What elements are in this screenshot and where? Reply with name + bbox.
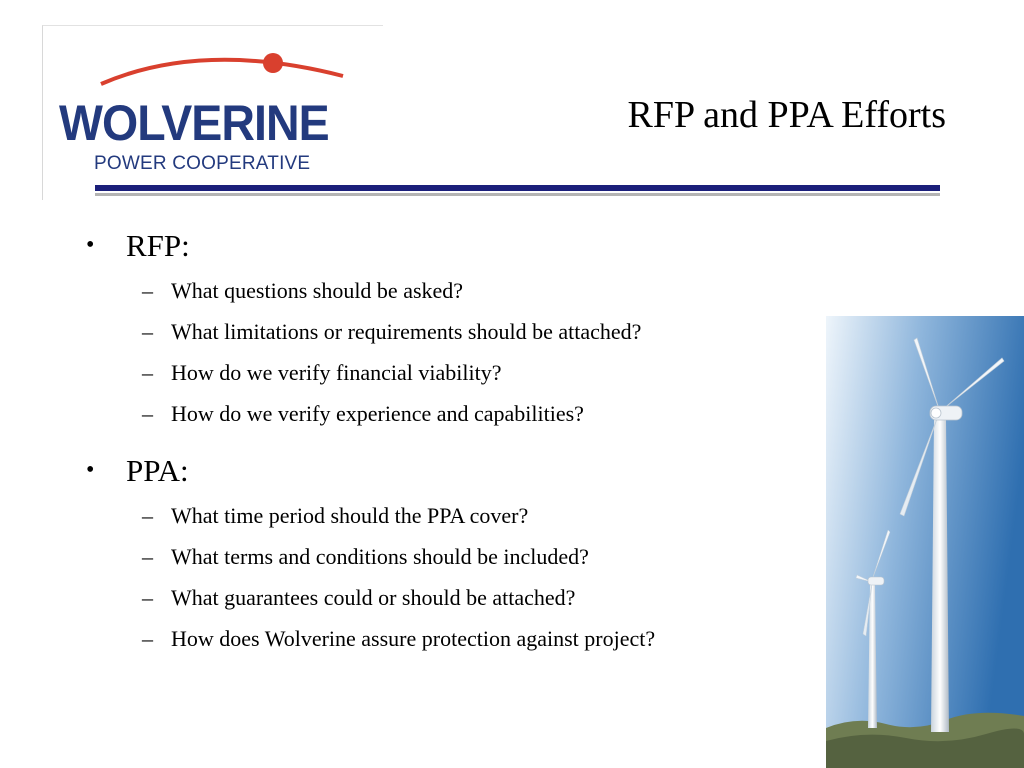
bullet-label: RFP: xyxy=(126,228,190,263)
wind-turbine-icon xyxy=(826,316,1024,768)
dash-icon: – xyxy=(142,319,153,344)
dash-icon: – xyxy=(142,401,153,426)
sub-bullet-text: How do we verify financial viability? xyxy=(171,360,502,385)
sub-bullet xyxy=(142,280,826,302)
sub-bullet-text: How do we verify experience and capabilities? xyxy=(171,401,584,426)
sub-bullet-text: What time period should the PPA cover? xyxy=(171,503,529,528)
title-rule-dark xyxy=(95,185,940,191)
slide-title: RFP and PPA Efforts xyxy=(627,94,946,136)
dash-icon: – xyxy=(142,360,153,385)
title-rule-light xyxy=(95,193,940,196)
logo-arc-icon xyxy=(93,34,363,94)
sub-bullet xyxy=(142,505,826,527)
wolverine-logo xyxy=(42,25,383,200)
sub-bullet xyxy=(142,403,826,425)
dash-icon: – xyxy=(142,626,153,651)
sub-bullet xyxy=(142,587,826,609)
sub-bullet-text: What guarantees could or should be attached? xyxy=(171,585,576,610)
slide-body xyxy=(86,222,826,650)
logo-tagline: POWER COOPERATIVE xyxy=(94,153,311,174)
bullet-dot-icon: • xyxy=(86,457,95,483)
sub-bullet-text: What limitations or requirements should be attached? xyxy=(171,319,642,344)
sub-bullet-text: How does Wolverine assure protection against project? xyxy=(171,626,656,651)
bullet-dot-icon: • xyxy=(86,232,95,258)
bullet-group-ppa xyxy=(86,455,826,650)
bullet-group-rfp xyxy=(86,230,826,425)
sub-bullet-text: What questions should be asked? xyxy=(171,278,464,303)
sub-bullet xyxy=(142,628,826,650)
logo-wordmark: WOLVERINE xyxy=(59,95,329,151)
dash-icon: – xyxy=(142,585,153,610)
dash-icon: – xyxy=(142,503,153,528)
bullet-rfp xyxy=(86,230,826,261)
bullet-ppa xyxy=(86,455,826,486)
sub-bullet xyxy=(142,321,826,343)
sub-bullet xyxy=(142,546,826,568)
dash-icon: – xyxy=(142,544,153,569)
bullet-label: PPA: xyxy=(126,453,189,488)
dash-icon: – xyxy=(142,278,153,303)
sub-bullet-text: What terms and conditions should be included? xyxy=(171,544,589,569)
sub-bullet xyxy=(142,362,826,384)
wind-turbines-photo xyxy=(826,316,1024,768)
